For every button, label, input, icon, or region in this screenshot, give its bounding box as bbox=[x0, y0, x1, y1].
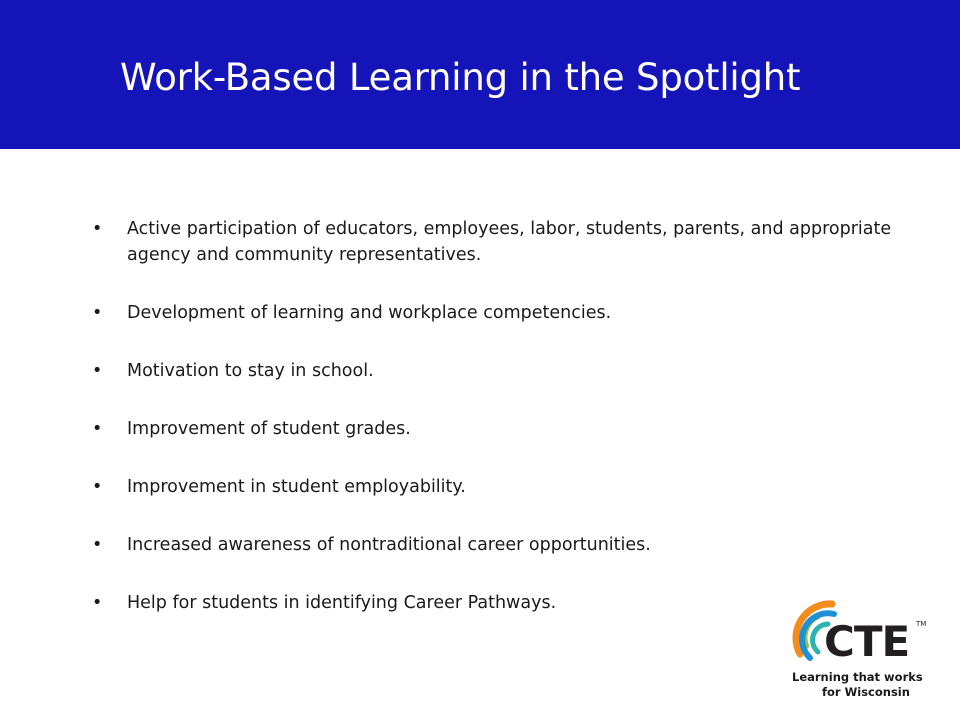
bullet-item: • Improvement in student employability. bbox=[90, 474, 910, 500]
bullet-item: • Motivation to stay in school. bbox=[90, 358, 910, 384]
title-bar bbox=[0, 0, 960, 149]
bullet-item: • Help for students in identifying Career Pathways. bbox=[90, 590, 910, 616]
bullet-item: • Improvement of student grades. bbox=[90, 416, 910, 442]
bullet-item: • Active participation of educators, employees, labor, students, parents, and appropriate agency and community representatives. bbox=[90, 216, 910, 268]
slide-title: Work-Based Learning in the Spotlight bbox=[120, 56, 801, 99]
cte-logo-mark bbox=[788, 596, 938, 672]
bullet-list bbox=[90, 216, 910, 648]
bullet-item: • Development of learning and workplace competencies. bbox=[90, 300, 910, 326]
logo-trademark: TM bbox=[916, 620, 927, 628]
logo-wordmark: CTE bbox=[824, 617, 910, 666]
logo-tagline bbox=[792, 670, 932, 700]
bullet-item: • Increased awareness of nontraditional career opportunities. bbox=[90, 532, 910, 558]
tagline-line-2: for Wisconsin bbox=[822, 685, 910, 699]
tagline-line-1: Learning that works bbox=[792, 670, 923, 684]
